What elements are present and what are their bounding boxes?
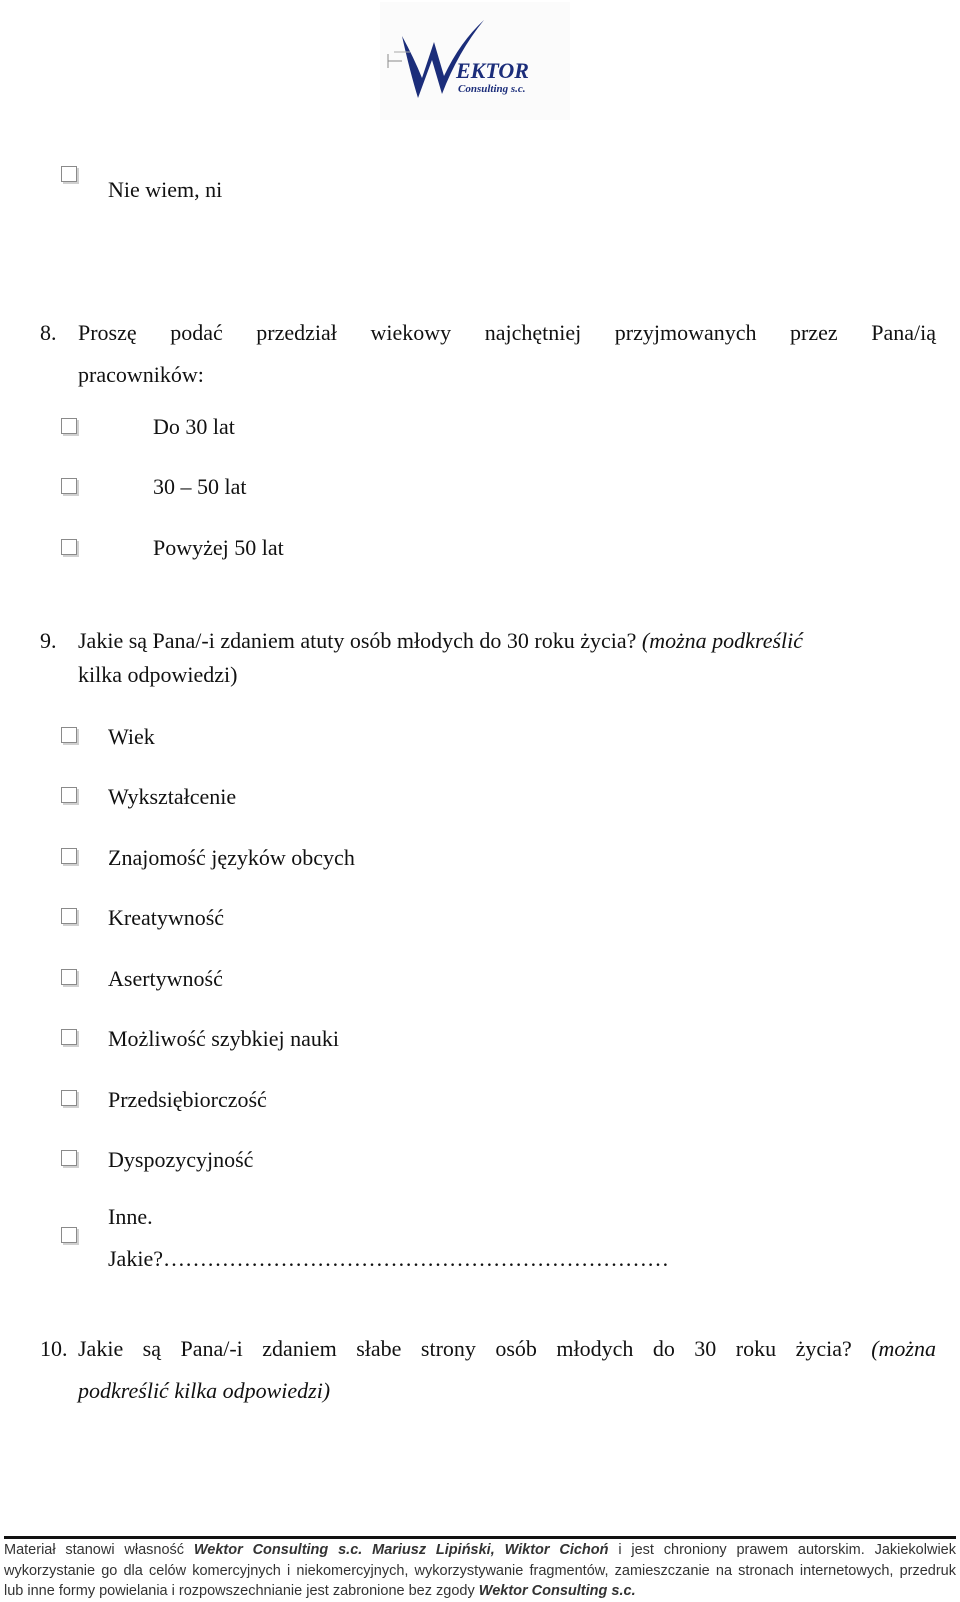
checkbox[interactable] bbox=[61, 848, 77, 864]
question-text-continued: kilka odpowiedzi) bbox=[78, 662, 238, 687]
option-label: Wykształcenie bbox=[108, 784, 237, 809]
checkbox[interactable] bbox=[61, 969, 77, 985]
option-label: Znajomość języków obcych bbox=[108, 845, 355, 870]
checkbox[interactable] bbox=[61, 787, 77, 803]
footer-line-1: Materiał stanowi własność Wektor Consulting s.c. Mariusz Lipiński, Wiktor Cichoń i jest chroniony prawem autorskim. Jakiekolwiek bbox=[4, 1542, 956, 1558]
option-label: Dyspozycyjność bbox=[108, 1147, 254, 1172]
option-label: 30 – 50 lat bbox=[153, 474, 247, 499]
question-text: Jakie są Pana/-i zdaniem słabe strony osób młodych do 30 roku życia? (można bbox=[78, 1336, 936, 1361]
question-number: 8. bbox=[40, 320, 57, 345]
wektor-logo-graphic bbox=[380, 2, 570, 120]
option-label: Asertywność bbox=[108, 966, 223, 991]
checkbox[interactable] bbox=[61, 478, 77, 494]
other-answer-field[interactable]: Jakie?…………………………………………………………… bbox=[108, 1246, 669, 1271]
question-text: Proszę podać przedział wiekowy najchętniej przyjmowanych przez Pana/ią bbox=[78, 320, 936, 345]
option-label: Nie wiem, ni bbox=[108, 177, 223, 202]
option-label: Powyżej 50 lat bbox=[153, 535, 284, 560]
checkbox[interactable] bbox=[61, 1090, 77, 1106]
checkbox[interactable] bbox=[61, 418, 77, 434]
footer-line-3: lub inne formy powielania i rozpowszechnianie jest zabronione bez zgody Wektor Consulting s.c. bbox=[4, 1583, 636, 1599]
checkbox[interactable] bbox=[61, 727, 77, 743]
footer-company-name: Wektor Consulting s.c. bbox=[478, 1583, 636, 1599]
option-label: Do 30 lat bbox=[153, 414, 235, 439]
checkbox[interactable] bbox=[61, 1029, 77, 1045]
option-label: Możliwość szybkiej nauki bbox=[108, 1026, 339, 1051]
logo-sub-text: Consulting s.c. bbox=[458, 83, 526, 95]
option-label-other: Inne. bbox=[108, 1204, 153, 1229]
checkbox[interactable] bbox=[61, 1227, 77, 1243]
question-text-continued: pracowników: bbox=[78, 362, 204, 387]
question-text: Jakie są Pana/-i zdaniem atuty osób młodych do 30 roku życia? (można podkreślić bbox=[78, 628, 804, 653]
option-label: Wiek bbox=[108, 724, 155, 749]
copyright-footer bbox=[4, 1536, 956, 1602]
footer-company-name: Wektor Consulting s.c. Mariusz Lipiński, Wiktor Cichoń bbox=[193, 1542, 609, 1558]
option-label: Kreatywność bbox=[108, 905, 225, 930]
question-hint-continued: podkreślić kilka odpowiedzi) bbox=[78, 1378, 331, 1403]
question-number: 10. bbox=[40, 1336, 68, 1361]
checkbox[interactable] bbox=[61, 1150, 77, 1166]
question-hint: (można podkreślić bbox=[641, 628, 804, 653]
company-logo bbox=[380, 2, 570, 120]
option-label: Przedsiębiorczość bbox=[108, 1087, 267, 1112]
footer-line-2: wykorzystanie go dla celów komercyjnych i niekomercyjnych, wykorzystywanie fragmentów, zamieszczanie na stronach internetowych, przedruk bbox=[4, 1562, 956, 1579]
checkbox[interactable] bbox=[61, 908, 77, 924]
question-number: 9. bbox=[40, 628, 57, 653]
logo-brand-text: EKTOR bbox=[456, 58, 529, 83]
checkbox[interactable] bbox=[61, 166, 77, 182]
question-hint: (można bbox=[871, 1336, 936, 1361]
checkbox[interactable] bbox=[61, 539, 77, 555]
